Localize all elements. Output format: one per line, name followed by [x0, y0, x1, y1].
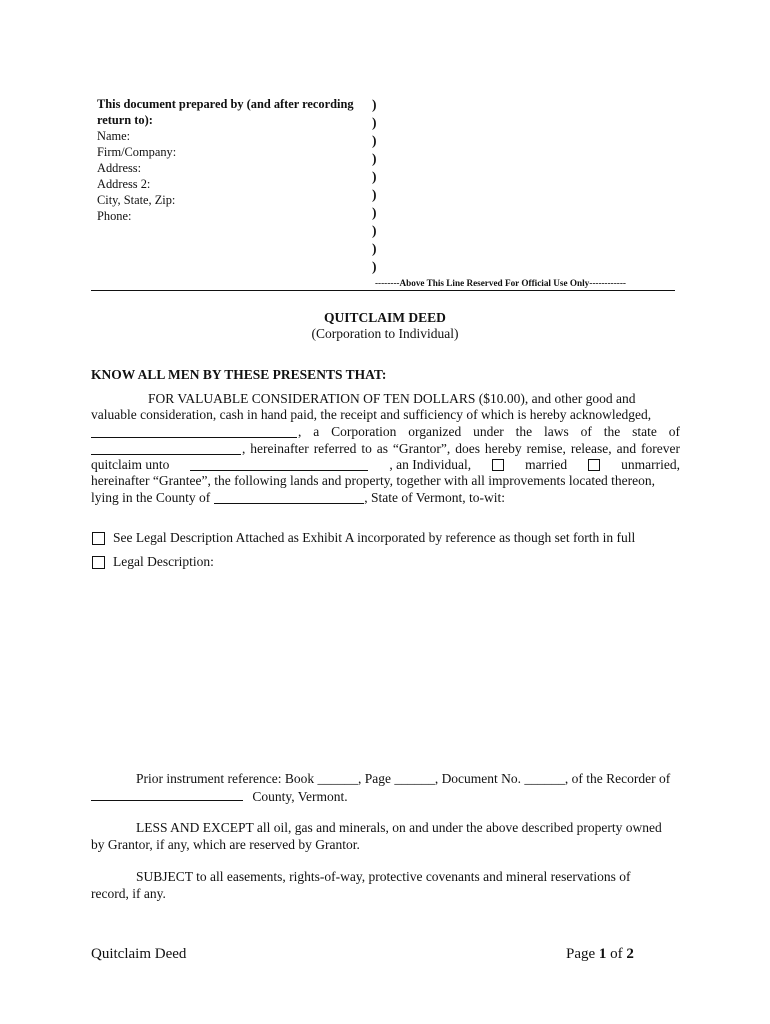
document-subtitle: (Corporation to Individual) — [311, 326, 459, 341]
preparer-heading: This document prepared by (and after recording return to): — [97, 97, 354, 127]
prior-reference-line2: County, Vermont. — [91, 787, 348, 805]
name-field: Name: — [97, 129, 131, 143]
less-except-line2: by Grantor, if any, which are reserved by Grantor. — [91, 837, 360, 852]
corporation-name-blank[interactable] — [91, 425, 297, 438]
married-checkbox[interactable] — [492, 459, 504, 471]
prior-reference-line1: Prior instrument reference: Book ______, Page ______, Document No. ______, of the Recorder of — [136, 771, 671, 786]
unmarried-checkbox[interactable] — [588, 459, 600, 471]
grantee-name-blank[interactable] — [190, 458, 368, 471]
document-title: QUITCLAIM DEED — [324, 310, 446, 325]
para-line: lying in the County of , State of Vermont, to-wit: — [91, 490, 505, 505]
paren-column: ) ) ) ) ) ) ) ) ) ) — [372, 97, 377, 274]
know-all-heading: KNOW ALL MEN BY THESE PRESENTS THAT: — [91, 367, 387, 382]
subject-line1: SUBJECT to all easements, rights-of-way, protective covenants and mineral reservations of — [136, 869, 631, 884]
less-except-line1: LESS AND EXCEPT all oil, gas and minerals, on and under the above described property owned — [136, 820, 662, 835]
footer-title: Quitclaim Deed — [91, 946, 187, 962]
legal-description-option — [92, 554, 214, 570]
para-line: , hereinafter referred to as “Grantor”, does hereby remise, release, and forever — [91, 440, 680, 457]
exhibit-option — [92, 530, 635, 546]
phone-field: Phone: — [97, 209, 132, 223]
para-line: hereinafter “Grantee”, the following lands and property, together with all improvements located thereon, — [91, 473, 656, 488]
address-field: Address: — [97, 161, 142, 175]
reserved-rule — [91, 290, 675, 291]
page-number: Page 1 of 2 — [566, 946, 634, 962]
legal-description-label: Legal Description: — [113, 554, 214, 569]
recorder-county-blank[interactable] — [91, 787, 243, 801]
legal-description-checkbox[interactable] — [92, 556, 105, 569]
preparer-block — [97, 96, 367, 224]
reserved-line-text: --------Above This Line Reserved For Official Use Only------------ — [375, 278, 626, 288]
para-line: , a Corporation organized under the laws of the state of — [91, 423, 680, 440]
exhibit-label: See Legal Description Attached as Exhibit A incorporated by reference as though set forth in full — [113, 530, 636, 545]
para-line: valuable consideration, cash in hand paid, the receipt and sufficiency of which is hereby acknowledged, — [91, 407, 652, 422]
subject-line2: record, if any. — [91, 886, 166, 901]
exhibit-checkbox[interactable] — [92, 532, 105, 545]
para-line: quitclaim unto , an Individual, married unmarried, — [91, 457, 680, 472]
state-blank[interactable] — [91, 442, 241, 455]
address2-field: Address 2: — [97, 177, 151, 191]
city-state-zip-field: City, State, Zip: — [97, 193, 176, 207]
county-blank[interactable] — [214, 491, 364, 504]
firm-field: Firm/Company: — [97, 145, 177, 159]
para-line: FOR VALUABLE CONSIDERATION OF TEN DOLLARS ($10.00), and other good and — [148, 391, 636, 406]
